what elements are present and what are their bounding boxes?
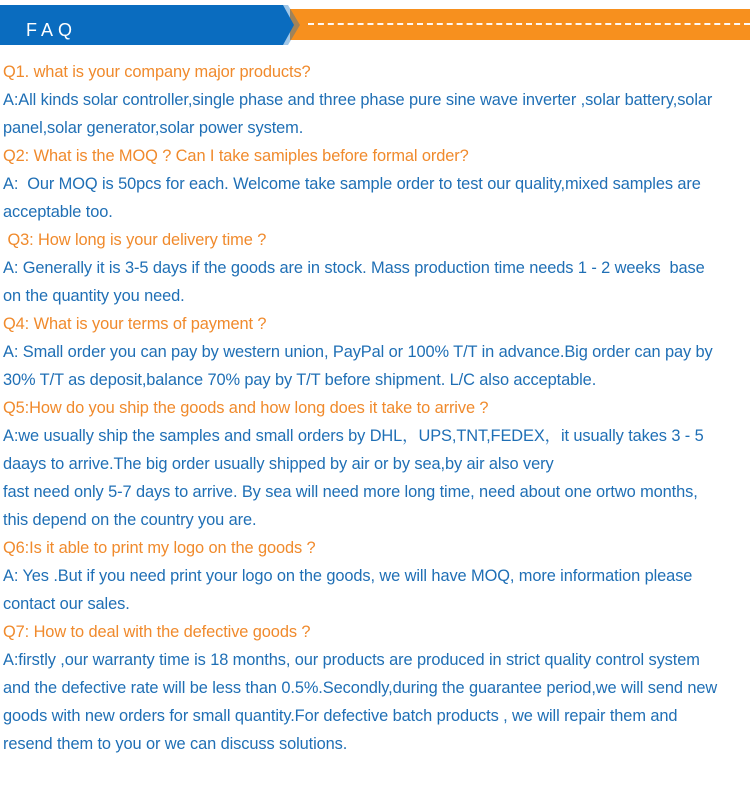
- faq-question: Q3: How long is your delivery time ?: [3, 231, 267, 249]
- faq-item-3: [3, 226, 748, 310]
- faq-answer: this depend on the country you are.: [3, 511, 257, 529]
- faq-question: Q4: What is your terms of payment ?: [3, 315, 267, 333]
- orange-accent-band: [290, 9, 750, 40]
- faq-item-7: [3, 618, 748, 758]
- faq-answer: daays to arrive.The big order usually shipped by air or by sea,by air also very: [3, 455, 554, 473]
- faq-question: Q7: How to deal with the defective goods ?: [3, 623, 311, 641]
- faq-answer: A: Yes .But if you need print your logo on the goods, we will have MOQ, more information please: [3, 567, 693, 585]
- faq-header-banner: [0, 0, 750, 50]
- faq-answer: goods with new orders for small quantity.For defective batch products , we will repair them and: [3, 707, 678, 725]
- faq-answer: and the defective rate will be less than 0.5%.Secondly,during the guarantee period,we will send new: [3, 679, 718, 697]
- faq-item-1: [3, 58, 748, 142]
- faq-answer: panel,solar generator,solar power system.: [3, 119, 304, 137]
- faq-question: Q5:How do you ship the goods and how long does it take to arrive ?: [3, 399, 489, 417]
- faq-answer: A:firstly ,our warranty time is 18 months, our products are produced in strict quality control system: [3, 651, 700, 669]
- blue-title-band: [0, 5, 305, 45]
- faq-answer: A: Generally it is 3-5 days if the goods are in stock. Mass production time needs 1 - 2 weeks base: [3, 259, 705, 277]
- faq-item-4: [3, 310, 748, 394]
- faq-answer: A: Our MOQ is 50pcs for each. Welcome take sample order to test our quality,mixed samples are: [3, 175, 701, 193]
- dashed-divider-line: [308, 23, 750, 25]
- faq-answer: acceptable too.: [3, 203, 113, 221]
- faq-answer: 30% T/T as deposit,balance 70% pay by T/T before shipment. L/C also acceptable.: [3, 371, 597, 389]
- faq-question: Q1. what is your company major products?: [3, 63, 311, 81]
- faq-answer: on the quantity you need.: [3, 287, 185, 305]
- faq-answer: A: Small order you can pay by western union, PayPal or 100% T/T in advance.Big order can pay by: [3, 343, 713, 361]
- page-title: FAQ: [26, 20, 78, 40]
- faq-item-5: [3, 394, 748, 534]
- faq-question: Q6:Is it able to print my logo on the goods ?: [3, 539, 316, 557]
- faq-item-6: [3, 534, 748, 618]
- faq-answer: resend them to you or we can discuss solutions.: [3, 735, 348, 753]
- faq-question: Q2: What is the MOQ ? Can I take samiples before formal order?: [3, 147, 469, 165]
- faq-answer: contact our sales.: [3, 595, 130, 613]
- faq-list: [3, 58, 748, 758]
- faq-item-2: [3, 142, 748, 226]
- faq-answer: A:we usually ship the samples and small orders by DHL，UPS,TNT,FEDEX，it usually takes 3 - 5: [3, 427, 704, 445]
- faq-answer: fast need only 5-7 days to arrive. By sea will need more long time, need about one ortwo months,: [3, 483, 698, 501]
- faq-answer: A:All kinds solar controller,single phase and three phase pure sine wave inverter ,solar battery,solar: [3, 91, 713, 109]
